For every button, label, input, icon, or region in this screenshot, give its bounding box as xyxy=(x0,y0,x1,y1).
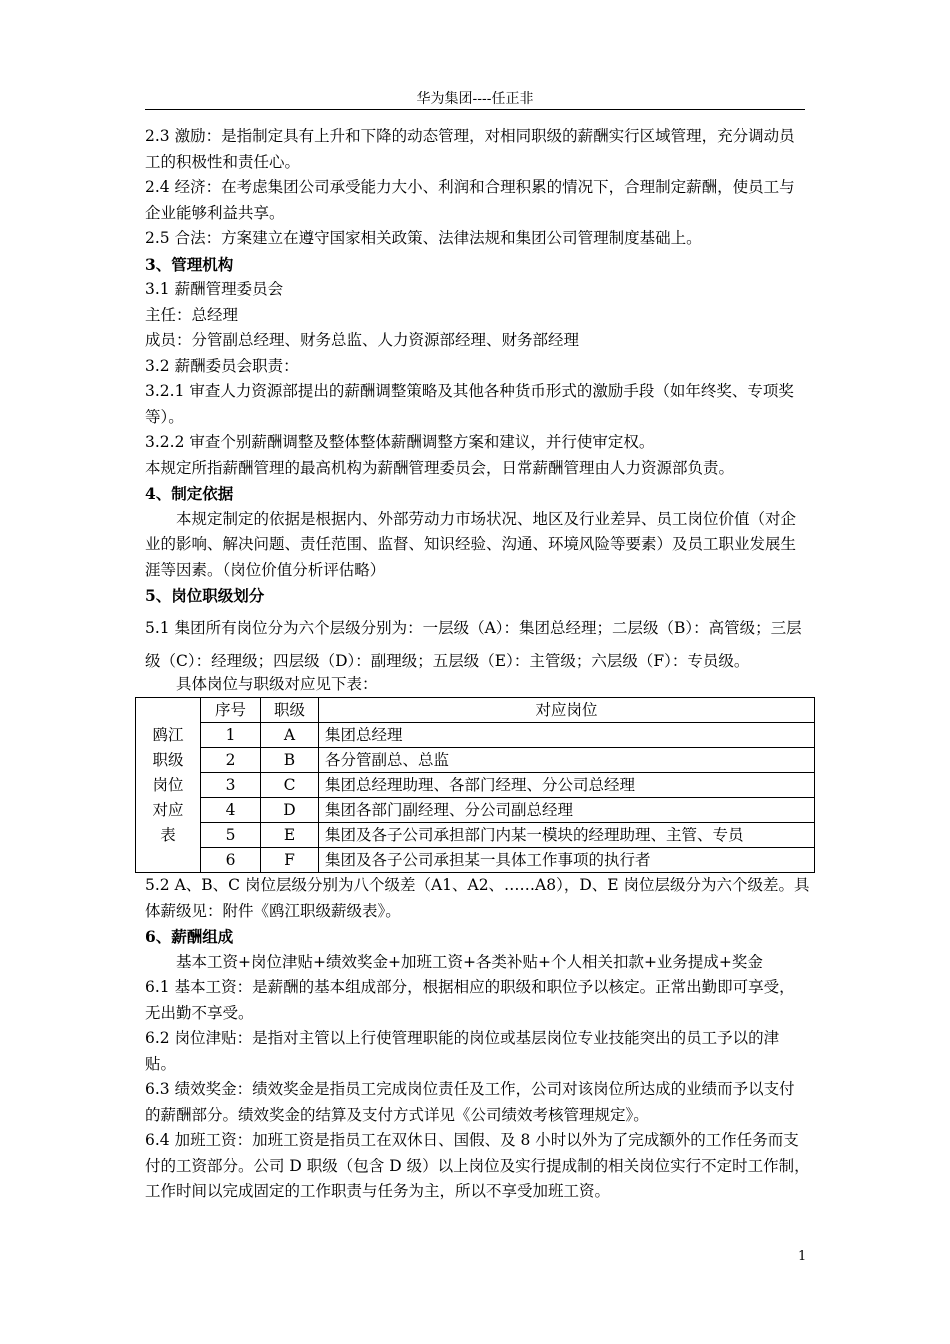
table-row xyxy=(136,798,815,823)
page-header: 华为集团----任正非 xyxy=(145,90,805,110)
table-row xyxy=(136,723,815,748)
page-number: 1 xyxy=(798,1249,807,1264)
table-cell: E xyxy=(261,823,319,848)
section-6-heading: 6、薪酬组成 xyxy=(145,927,234,946)
table-cell: 6 xyxy=(201,848,261,873)
table-cell: 集团总经理助理、各部门经理、分公司总经理 xyxy=(319,773,815,798)
document-body xyxy=(145,124,810,1205)
table-row xyxy=(136,848,815,873)
section-3-line: 3.2.1 审查人力资源部提出的薪酬调整策略及其他各种货币形式的激励手段（如年终奖、专项奖等）。 xyxy=(145,382,794,426)
table-cell: 1 xyxy=(201,723,261,748)
table-side-label: 鸥江 职级 岗位 对应 表 xyxy=(136,698,201,873)
section-5-line: 5.1 集团所有岗位分为六个层级分别为：一层级（A）：集团总经理；二层级（B）：高管级；三层 xyxy=(145,618,802,637)
table-cell: A xyxy=(261,723,319,748)
section-5-line: 级（C）：经理级；四层级（D）：副理级；五层级（E）：主管级；六层级（F）：专员级。 xyxy=(145,651,750,670)
column-header: 序号 xyxy=(201,698,261,723)
table-cell: 4 xyxy=(201,798,261,823)
table-cell: 各分管副总、总监 xyxy=(319,748,815,773)
table-intro: 具体岗位与职级对应见下表： xyxy=(176,674,378,693)
section-3-line: 主任：总经理 xyxy=(145,305,239,324)
table-cell: 2 xyxy=(201,748,261,773)
section-3-line: 3.1 薪酬管理委员会 xyxy=(145,280,284,298)
section-3-line: 成员：分管副总经理、财务总监、人力资源部经理、财务部经理 xyxy=(145,331,580,349)
section-6-line: 6.4 加班工资：加班工资是指员工在双休日、国假、及 8 小时以外为了完成额外的工作任务而支付的工资部分。公司 D 职级（包含 D 级）以上岗位及实行提成制的相关岗位实行不定时工作制，工作时间以完成固定的工作职责与任务为主，所以不享受加班工资。 xyxy=(145,1131,810,1200)
table-cell: 5 xyxy=(201,823,261,848)
table-cell: 集团各部门副经理、分公司副总经理 xyxy=(319,798,815,823)
section-4-text: 本规定制定的依据是根据内、外部劳动力市场状况、地区及行业差异、员工岗位价值（对企业的影响、解决问题、责任范围、监督、知识经验、沟通、环境风险等要素）及员工职业发展生涯等因素。（岗位价值分析评估略） xyxy=(145,509,797,579)
section-4-heading: 4、制定依据 xyxy=(145,484,234,503)
column-header: 对应岗位 xyxy=(319,698,815,723)
table-header-row xyxy=(136,698,815,723)
paragraph-2-5: 2.5 合法：方案建立在遵守国家相关政策、法律法规和集团公司管理制度基础上。 xyxy=(145,229,702,247)
section-6-line: 6.3 绩效奖金：绩效奖金是指员工完成岗位责任及工作，公司对该岗位所达成的业绩而予以支付的薪酬部分。绩效奖金的结算及支付方式详见《公司绩效考核管理规定》。 xyxy=(145,1080,795,1124)
section-6-line: 6.2 岗位津贴：是指对主管以上行使管理职能的岗位或基层岗位专业技能突出的员工予以的津贴。 xyxy=(145,1029,780,1073)
table-cell: 3 xyxy=(201,773,261,798)
paragraph-2-3: 2.3 激励：是指制定具有上升和下降的动态管理，对相同职级的薪酬实行区域管理，充分调动员工的积极性和责任心。 xyxy=(145,127,795,171)
table-row xyxy=(136,823,815,848)
section-3-line: 3.2.2 审查个别薪酬调整及整体整体薪酬调整方案和建议，并行使审定权。 xyxy=(145,433,655,451)
section-3-heading: 3、管理机构 xyxy=(145,254,234,274)
table-cell: F xyxy=(261,848,319,873)
table-cell: D xyxy=(261,798,319,823)
salary-formula: 基本工资+岗位津贴+绩效奖金+加班工资+各类补贴+个人相关扣款+业务提成+奖金 xyxy=(176,952,763,971)
column-header: 职级 xyxy=(261,698,319,723)
table-row xyxy=(136,773,815,798)
paragraph-2-4: 2.4 经济：在考虑集团公司承受能力大小、利润和合理积累的情况下，合理制定薪酬，使员工与企业能够利益共享。 xyxy=(145,178,795,222)
table-cell: B xyxy=(261,748,319,773)
section-6-line: 6.1 基本工资：是薪酬的基本组成部分，根据相应的职级和职位予以核定。正常出勤即可享受，无出勤不享受。 xyxy=(145,978,795,1022)
table-cell: C xyxy=(261,773,319,798)
table-cell: 集团总经理 xyxy=(319,723,815,748)
section-5-note: 5.2 A、B、C 岗位层级分别为八个级差（A1、A2、……A8），D、E 岗位层级分为六个级差。具体薪级见：附件《鸥江职级薪级表》。 xyxy=(145,876,810,920)
table-cell: 集团及各子公司承担某一具体工作事项的执行者 xyxy=(319,848,815,873)
grade-position-table xyxy=(135,697,815,873)
section-3-line: 本规定所指薪酬管理的最高机构为薪酬管理委员会，日常薪酬管理由人力资源部负责。 xyxy=(145,458,735,477)
table-row xyxy=(136,748,815,773)
section-3-line: 3.2 薪酬委员会职责： xyxy=(145,356,299,375)
table-cell: 集团及各子公司承担部门内某一模块的经理助理、主管、专员 xyxy=(319,823,815,848)
section-5-heading: 5、岗位职级划分 xyxy=(145,586,265,605)
